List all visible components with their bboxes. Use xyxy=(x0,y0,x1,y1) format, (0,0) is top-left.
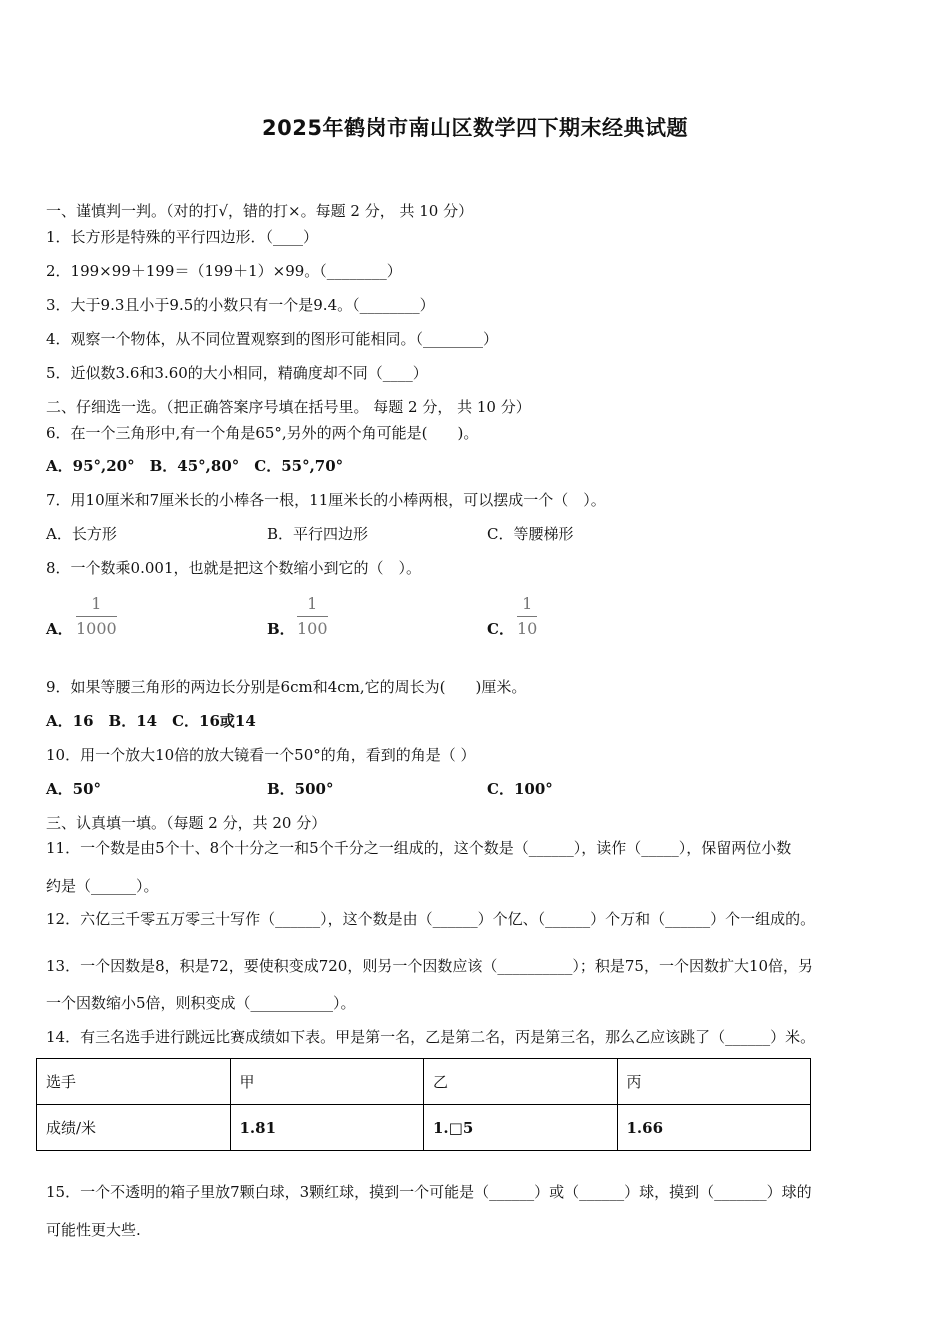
table-cell: 1.81 xyxy=(230,1105,424,1151)
fraction xyxy=(76,594,117,639)
question-10-option-a: A．50° xyxy=(46,780,102,798)
denominator: 10 xyxy=(517,619,538,638)
table-header-cell: 丙 xyxy=(617,1059,811,1105)
table-row xyxy=(37,1105,811,1151)
fraction-bar xyxy=(76,616,117,617)
table-cell: 成绩/米 xyxy=(37,1105,231,1151)
section-3-heading: 三、认真填一填。（每题 2 分，共 20 分） xyxy=(46,814,327,832)
question-13-line-2: 一个因数缩小5倍，则积变成（___________）。 xyxy=(46,994,356,1012)
score-table xyxy=(36,1058,811,1151)
denominator: 1000 xyxy=(76,619,117,638)
page-title: 2025年鹤岗市南山区数学四下期末经典试题 xyxy=(262,116,688,140)
section-1-heading: 一、谨慎判一判。（对的打√，错的打×。每题 2 分， 共 10 分） xyxy=(46,202,474,220)
question-13-line-1: 13．一个因数是8，积是72，要使积变成720，则另一个因数应该（__________）；积是75，一个因数扩大10倍，另 xyxy=(46,957,814,975)
question-10: 10．用一个放大10倍的放大镜看一个50°的角，看到的角是（ ） xyxy=(46,746,476,764)
question-9: 9．如果等腰三角形的两边长分别是6cm和4cm,它的周长为( )厘米。 xyxy=(46,678,527,696)
fraction-bar xyxy=(297,616,328,617)
option-label: A． xyxy=(46,620,73,638)
question-6: 6．在一个三角形中,有一个角是65°,另外的两个角可能是( )。 xyxy=(46,424,479,442)
fraction-bar xyxy=(517,616,537,617)
question-8: 8．一个数乘0.001，也就是把这个数缩小到它的（ ）。 xyxy=(46,559,421,577)
question-4: 4．观察一个物体，从不同位置观察到的图形可能相同。（________） xyxy=(46,330,499,348)
numerator: 1 xyxy=(91,594,102,613)
question-7: 7．用10厘米和7厘米长的小棒各一根，11厘米长的小棒两根，可以摆成一个（ ）。 xyxy=(46,491,606,509)
section-2-heading: 二、仔细选一选。（把正确答案序号填在括号里。 每题 2 分， 共 10 分） xyxy=(46,398,531,416)
question-15-line-1: 15．一个不透明的箱子里放7颗白球，3颗红球，摸到一个可能是（______）或（______）球，摸到（_______）球的 xyxy=(46,1183,812,1201)
option-label: C． xyxy=(487,620,514,638)
question-10-option-c: C．100° xyxy=(487,780,553,798)
denominator: 100 xyxy=(297,619,328,638)
fraction xyxy=(517,594,537,639)
question-14: 14．有三名选手进行跳远比赛成绩如下表。甲是第一名，乙是第二名，丙是第三名，那么乙应该跳了（______）米。 xyxy=(46,1028,816,1046)
question-7-option-b: B．平行四边形 xyxy=(267,525,369,543)
question-5: 5．近似数3.6和3.60的大小相同，精确度却不同（____） xyxy=(46,364,428,382)
question-15-line-2: 可能性更大些. xyxy=(46,1221,141,1239)
question-12: 12．六亿三千零五万零三十写作（______），这个数是由（______）个亿、（______）个万和（______）个一组成的。 xyxy=(46,910,816,928)
table-header-cell: 乙 xyxy=(424,1059,618,1105)
numerator: 1 xyxy=(307,594,318,613)
question-9-options: A．16 B．14 C．16或14 xyxy=(46,712,256,730)
option-label: B． xyxy=(267,620,295,638)
numerator: 1 xyxy=(522,594,533,613)
question-7-option-a: A．长方形 xyxy=(46,525,117,543)
table-row xyxy=(37,1059,811,1105)
table-cell: 1.□5 xyxy=(424,1105,618,1151)
question-2: 2．199×99＋199＝（199＋1）×99。（________） xyxy=(46,262,402,280)
question-11-line-2: 约是（______）。 xyxy=(46,877,159,895)
question-6-options: A．95°,20° B．45°,80° C．55°,70° xyxy=(46,457,344,475)
question-7-option-c: C．等腰梯形 xyxy=(487,525,574,543)
table-header-cell: 选手 xyxy=(37,1059,231,1105)
question-3: 3．大于9.3且小于9.5的小数只有一个是9.4。（________） xyxy=(46,296,435,314)
table-cell: 1.66 xyxy=(617,1105,811,1151)
question-11-line-1: 11．一个数是由5个十、8个十分之一和5个千分之一组成的，这个数是（______），读作（_____），保留两位小数 xyxy=(46,839,792,857)
fraction xyxy=(297,594,328,639)
question-10-option-b: B．500° xyxy=(267,780,334,798)
question-1: 1．长方形是特殊的平行四边形．（____） xyxy=(46,228,319,246)
table-header-cell: 甲 xyxy=(230,1059,424,1105)
